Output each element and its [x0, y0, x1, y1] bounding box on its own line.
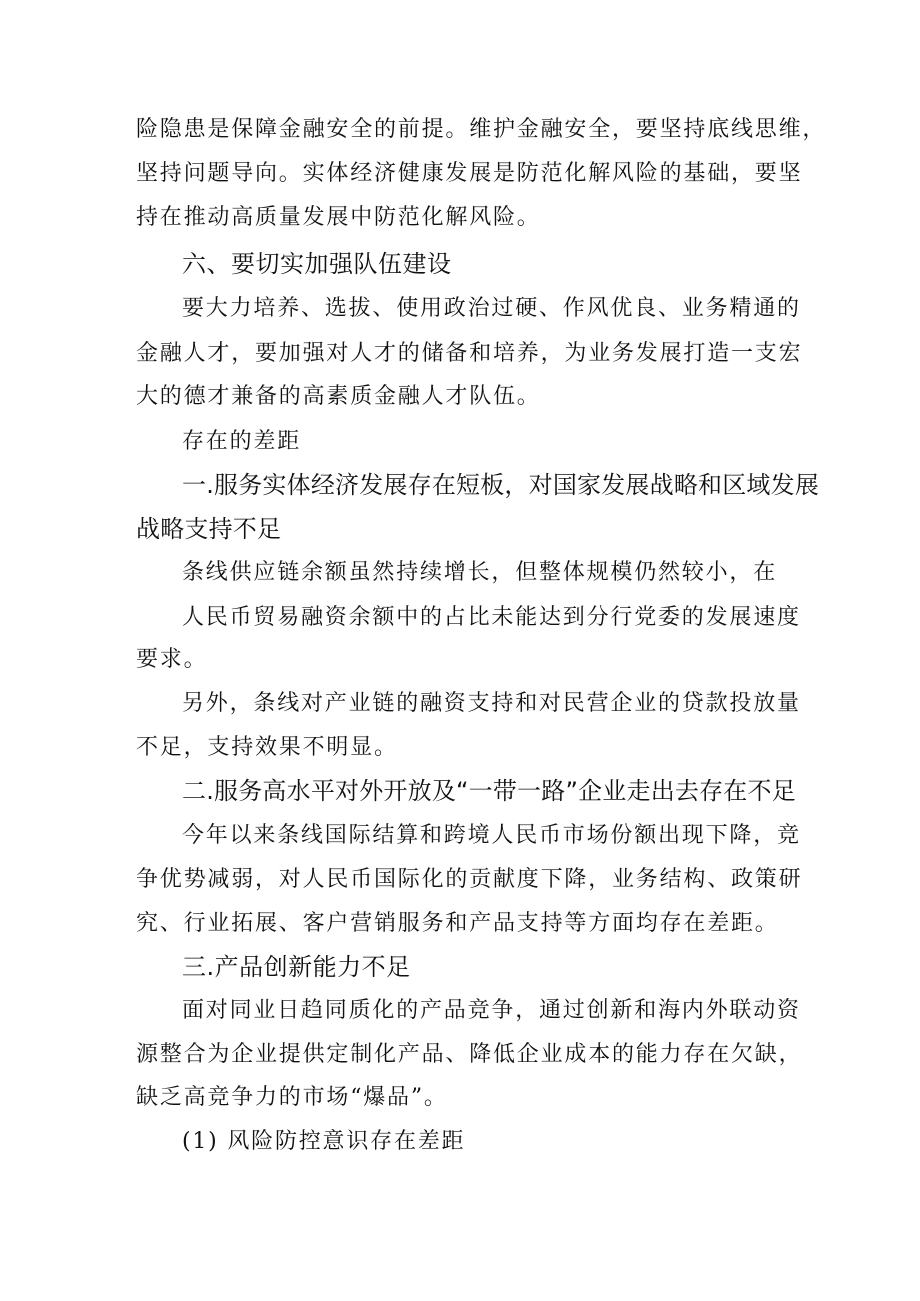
paragraph-line: 源整合为企业提供定制化产品、降低企业成本的能力存在欠缺， [136, 1042, 803, 1067]
paragraph-line: 不足，支持效果不明显。 [136, 735, 398, 760]
paragraph-line: 缺乏高竞争力的市场“爆品”。 [136, 1085, 448, 1110]
paragraph-line: 究、行业拓展、客户营销服务和产品支持等方面均存在差距。 [136, 911, 779, 936]
paragraph-line: 险隐患是保障金融安全的前提。维护金融安全，要坚持底线思维， [136, 117, 827, 142]
item-heading: 二.服务高水平对外开放及“一带一路”企业走出去存在不足 [182, 777, 796, 805]
section-heading: 六、要切实加强队伍建设 [182, 250, 452, 278]
item-heading: 一.服务实体经济发展存在短板，对国家发展战略和区域发展 [182, 471, 820, 499]
sub-heading: (1) 风险防控意识存在差距 [182, 1129, 466, 1154]
paragraph-line: 金融人才，要加强对人才的储备和培养，为业务发展打造一支宏 [136, 341, 803, 366]
paragraph-line: 持在推动高质量发展中防范化解风险。 [136, 205, 541, 230]
paragraph-line: 要求。 [136, 647, 208, 672]
subsection-title: 存在的差距 [182, 429, 302, 454]
paragraph-line: 要大力培养、选拔、使用政治过硬、作风优良、业务精通的 [182, 296, 801, 321]
paragraph-line: 坚持问题导向。实体经济健康发展是防范化解风险的基础，要坚 [136, 161, 803, 186]
paragraph-line: 今年以来条线国际结算和跨境人民币市场份额出现下降，竞 [182, 823, 801, 848]
paragraph-line: 条线供应链余额虽然持续增长，但整体规模仍然较小，在 [182, 560, 778, 585]
paragraph-line: 人民币贸易融资余额中的占比未能达到分行党委的发展速度 [182, 605, 801, 630]
paragraph-line: 大的德才兼备的高素质金融人才队伍。 [136, 384, 541, 409]
paragraph-line: 面对同业日趋同质化的产品竞争，通过创新和海内外联动资 [182, 998, 801, 1023]
paragraph-line: 另外，条线对产业链的融资支持和对民营企业的贷款投放量 [182, 691, 801, 716]
paragraph-line: 争优势减弱，对人民币国际化的贡献度下降，业务结构、政策研 [136, 867, 803, 892]
item-heading: 战略支持不足 [136, 515, 282, 543]
item-heading: 三.产品创新能力不足 [182, 953, 411, 981]
